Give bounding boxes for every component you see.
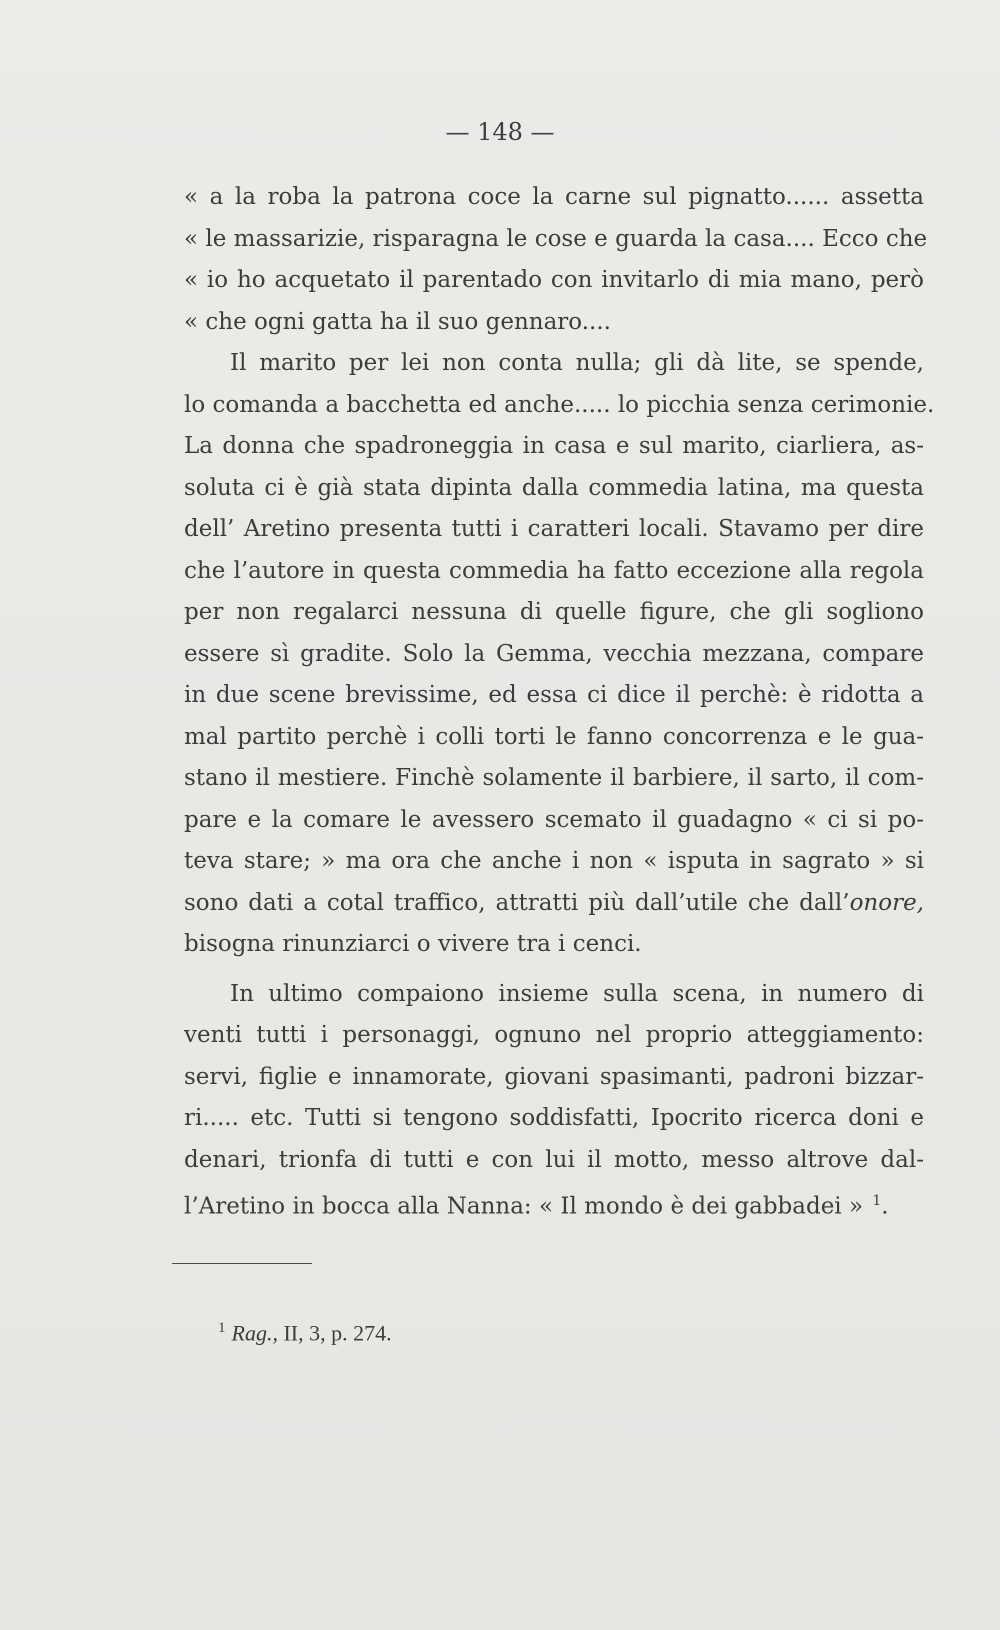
text-line: che l’autore in questa commedia ha fatto eccezione alla regola (184, 557, 924, 584)
text-line: pare e la comare le avessero scemato il guadagno « ci si po- (184, 806, 924, 833)
text-line: soluta ci è già stata dipinta dalla commedia latina, ma questa (184, 474, 924, 501)
text-line: « a la roba la patrona coce la carne sul pignatto...... assetta (184, 184, 924, 210)
footnote-source: Rag., (231, 1320, 278, 1346)
text-line: teva stare; » ma ora che anche i non « isputa in sagrato » si (184, 848, 924, 874)
footnote-mark: 1 (218, 1320, 226, 1336)
text-line: denari, trionfa di tutti e con lui il motto, messo altrove dal- (184, 1146, 924, 1173)
text-line: in due scene brevissime, ed essa ci dice il perchè: è ridotta a (184, 682, 924, 708)
text-line: venti tutti i personaggi, ognuno nel proprio atteggiamento: (184, 1022, 924, 1048)
text-segment: l’Aretino in bocca alla Nanna: « Il mondo è dei gabbadei » (184, 1193, 864, 1220)
text-line: servi, figlie e innamorate, giovani spasimanti, padroni bizzar- (184, 1063, 924, 1090)
text-line-last (184, 1181, 924, 1223)
text-line: Il marito per lei non conta nulla; gli dà lite, se spende, (230, 350, 924, 376)
text-segment: sono dati a cotal traffico, attratti più dall’utile che dall’ (184, 889, 850, 916)
footnote (218, 1320, 392, 1346)
text-line: ri..... etc. Tutti si tengono soddisfatti, Ipocrito ricerca doni e (184, 1105, 924, 1131)
body-text (184, 177, 935, 1223)
end-period: . (881, 1193, 889, 1220)
text-line: bisogna rinunziarci o vivere tra i cenci. (184, 931, 642, 957)
footnote-citation: II, 3, p. 274. (283, 1320, 392, 1346)
text-line: « io ho acquetato il parentado con invitarlo di mia mano, però (184, 267, 924, 293)
text-line-with-italic (184, 883, 924, 925)
text-line: essere sì gradite. Solo la Gemma, vecchia mezzana, compare (184, 640, 924, 667)
footnote-divider (172, 1263, 312, 1264)
text-line: « le massarizie, risparagna le cose e guarda la casa.... Ecco che (184, 225, 928, 252)
text-line: mal partito perchè i colli torti le fanno concorrenza e le gua- (184, 723, 924, 750)
text-line: « che ogni gatta ha il suo gennaro.... (184, 308, 611, 335)
italic-word: onore, (849, 889, 924, 916)
text-line: per non regalarci nessuna di quelle figure, che gli sogliono (184, 599, 924, 625)
text-line: stano il mestiere. Finchè solamente il barbiere, il sarto, il com- (184, 765, 924, 791)
text-line: lo comanda a bacchetta ed anche..... lo picchia senza cerimonie. (184, 391, 935, 418)
page-number: — 148 — (445, 118, 555, 146)
text-line: In ultimo compaiono insieme sulla scena, in numero di (230, 980, 924, 1007)
footnote-reference: 1 (872, 1193, 882, 1209)
text-line: dell’ Aretino presenta tutti i caratteri locali. Stavamo per dire (184, 516, 924, 542)
text-line: La donna che spadroneggia in casa e sul marito, ciarliera, as- (184, 433, 924, 459)
